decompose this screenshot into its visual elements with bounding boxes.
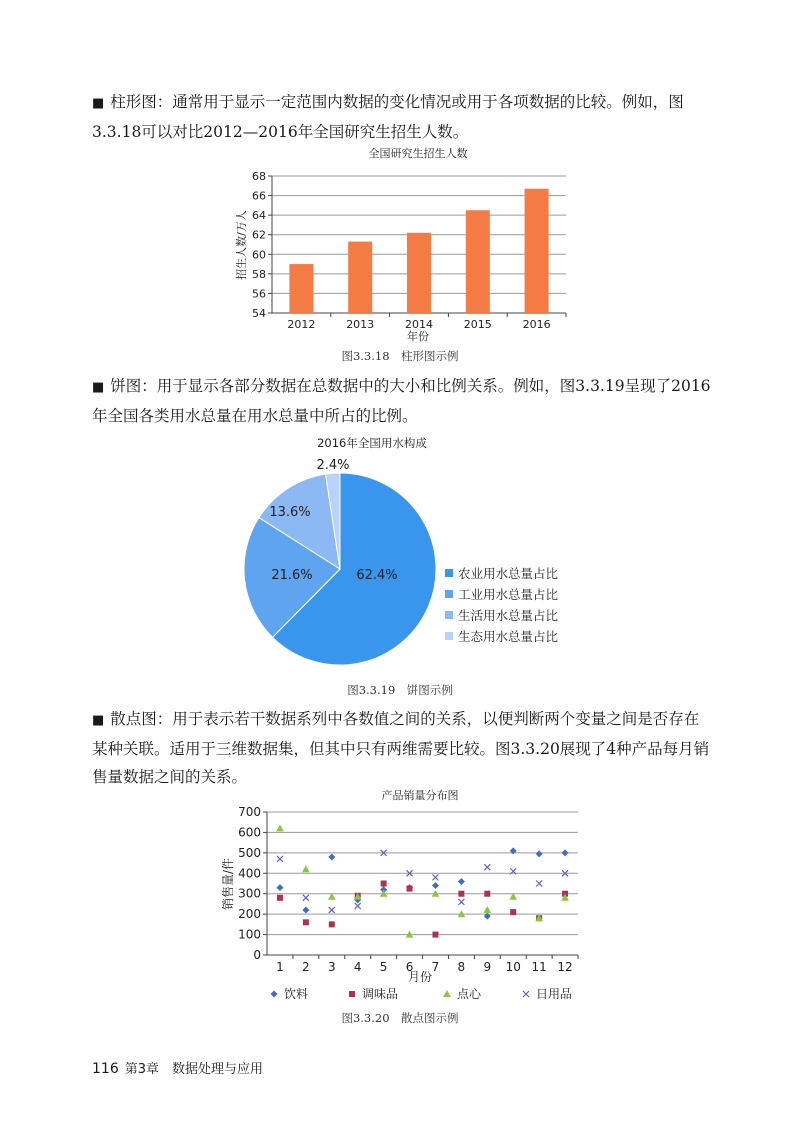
- bar: [289, 264, 313, 313]
- y-tick-label: 400: [238, 866, 261, 881]
- scatter-point: [277, 895, 283, 901]
- x-tick-label: 12: [557, 960, 573, 974]
- x-tick-label: 2016: [522, 318, 551, 331]
- chart-title: 产品销量分布图: [381, 789, 459, 802]
- x-tick-label: 8: [457, 960, 466, 974]
- scatter-point: [302, 865, 310, 872]
- x-tick-label: 2: [302, 960, 310, 974]
- bar: [348, 242, 372, 313]
- x-tick-label: 3: [327, 960, 336, 974]
- legend-label: 生活用水总量占比: [458, 608, 559, 623]
- x-tick-label: 4: [353, 960, 362, 974]
- y-axis-label: 销售量/件: [221, 857, 235, 911]
- page-footer: [92, 1058, 263, 1077]
- scatter-point: [432, 874, 438, 880]
- legend-label: 日用品: [536, 987, 573, 1001]
- scatter-point: [303, 919, 309, 925]
- legend-marker: [349, 991, 355, 997]
- scatter-point: [355, 903, 361, 909]
- x-tick-label: 2015: [463, 318, 492, 331]
- scatter-point: [484, 891, 490, 897]
- scatter-point: [329, 907, 335, 913]
- scatter-point: [562, 849, 569, 856]
- chart-title: 全国研究生招生人数: [368, 147, 468, 160]
- bullet-icon: ■: [92, 713, 105, 728]
- legend-marker: [271, 991, 278, 998]
- y-tick-label: 64: [252, 209, 266, 223]
- paragraph-text: 饼图：用于显示各部分数据在总数据中的大小和比例关系。例如，图3.3.19呈现了2016年全国各类用水总量在用水总量中所占的比例。: [92, 377, 711, 425]
- x-tick-label: 9: [483, 960, 492, 974]
- paragraph-text: 柱形图：通常用于显示一定范围内数据的变化情况或用于各项数据的比较。例如，图3.3.18可以对比2012—2016年全国研究生招生人数。: [92, 93, 684, 141]
- legend-marker: [443, 990, 451, 997]
- y-tick-label: 0: [253, 948, 261, 962]
- y-tick-label: 500: [238, 845, 261, 860]
- y-tick-label: 700: [238, 805, 261, 819]
- y-tick-label: 62: [252, 228, 266, 242]
- scatter-point: [277, 856, 283, 862]
- x-tick-label: 2012: [287, 318, 316, 331]
- x-tick-label: 11: [531, 960, 547, 974]
- x-tick-label: 1: [276, 960, 284, 974]
- caption-fig-3-3-19: 图3.3.19 饼图示例: [347, 683, 453, 697]
- scatter-point: [302, 907, 309, 914]
- pie-data-label: 2.4%: [316, 458, 350, 473]
- legend-label: 调味品: [362, 987, 399, 1001]
- legend-swatch: [445, 569, 453, 577]
- paragraph-text: 散点图：用于表示若干数据系列中各数值之间的关系，以便判断两个变量之间是否存在某种关联。适用于三维数据集，但其中只有两维需要比较。图3.3.20展现了4种产品每月销售量数据之间的关系。: [92, 710, 710, 786]
- scatter-point: [381, 881, 387, 887]
- scatter-point: [458, 878, 465, 885]
- scatter-point: [328, 853, 335, 860]
- bullet-icon: ■: [92, 96, 105, 111]
- caption-fig-3-3-18: 图3.3.18 柱形图示例: [341, 349, 459, 363]
- legend-label: 点心: [457, 987, 482, 1001]
- y-tick-label: 600: [238, 825, 261, 840]
- y-tick-label: 200: [238, 907, 261, 922]
- x-tick-label: 6: [405, 960, 414, 974]
- y-axis-label: 招生人数/万人: [235, 210, 248, 280]
- scatter-point: [458, 891, 464, 897]
- scatter-point: [536, 881, 542, 887]
- x-tick-label: 2013: [346, 318, 375, 331]
- legend-swatch: [445, 611, 453, 619]
- legend-swatch: [445, 590, 453, 598]
- pie-data-label: 21.6%: [271, 568, 313, 583]
- scatter-point: [536, 850, 543, 857]
- legend-label: 农业用水总量占比: [458, 566, 559, 581]
- x-tick-label: 5: [379, 960, 388, 974]
- y-tick-label: 60: [252, 248, 266, 262]
- x-tick-label: 2014: [405, 318, 433, 331]
- y-tick-label: 300: [238, 886, 261, 901]
- scatter-point: [303, 895, 309, 901]
- page-number: 116: [92, 1061, 119, 1077]
- bar: [407, 233, 431, 313]
- y-tick-label: 58: [252, 267, 266, 281]
- x-tick-label: 7: [431, 960, 440, 974]
- legend-label: 工业用水总量占比: [458, 587, 559, 602]
- y-tick-label: 54: [252, 307, 266, 320]
- bar: [466, 210, 490, 313]
- chart-title: 2016年全国用水构成: [317, 436, 427, 450]
- y-tick-label: 56: [252, 287, 266, 301]
- bar: [525, 189, 549, 313]
- pie-data-label: 62.4%: [356, 568, 398, 583]
- caption-fig-3-3-20: 图3.3.20 散点图示例: [341, 1011, 459, 1025]
- bullet-icon: ■: [92, 380, 105, 395]
- x-axis-label: 年份: [407, 330, 429, 343]
- legend-marker: [523, 991, 529, 997]
- legend-swatch: [445, 632, 453, 640]
- scatter-point: [510, 909, 516, 915]
- chapter-title: 第3章 数据处理与应用: [124, 1062, 264, 1077]
- scatter-point: [484, 864, 490, 870]
- scatter-point: [407, 886, 413, 892]
- scatter-point: [432, 882, 439, 889]
- y-tick-label: 68: [252, 170, 266, 183]
- pie-data-label: 13.6%: [269, 505, 311, 520]
- scatter-point: [276, 824, 284, 831]
- scatter-point: [483, 906, 491, 913]
- legend-label: 生态用水总量占比: [458, 629, 559, 644]
- scatter-point: [458, 899, 464, 905]
- scatter-point: [432, 932, 438, 938]
- scatter-point: [329, 921, 335, 927]
- y-tick-label: 66: [252, 189, 266, 203]
- scatter-point: [276, 884, 283, 891]
- x-tick-label: 10: [505, 960, 521, 974]
- x-axis-label: 月份: [407, 970, 433, 984]
- legend-label: 饮料: [284, 987, 309, 1001]
- y-tick-label: 100: [238, 927, 261, 942]
